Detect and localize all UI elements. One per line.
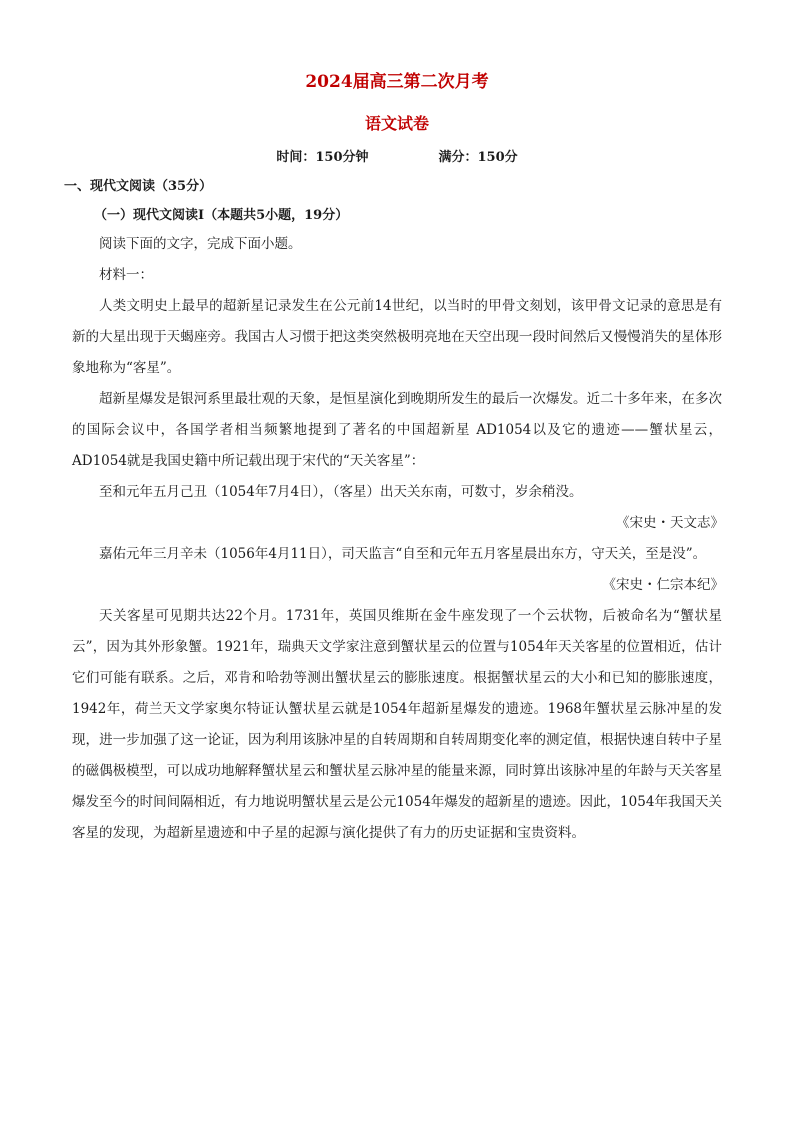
exam-title: 2024届高三第二次月考 (305, 72, 489, 92)
quote-paragraph: 嘉佑元年三月辛未（1056年4月11日），司天监言“自至和元年五月客星晨出东方，守天关，至是没”。 (99, 546, 707, 562)
exam-page (64, 60, 724, 849)
paragraph: 天关客星可见期共达22个月。1731年，英国贝维斯在金牛座发现了一个云状物，后被命名为“蟹状星云”，因为其外形象蟹。1921年，瑞典天文学家注意到蟹状星云的位置与1054年天关客星的位置相近，估计它们可能有联系。之后，邓肯和哈勃等测出蟹状星云的膨胀速度。根据蟹状星云的大小和已知的膨胀速度，1942年，荷兰天文学家奥尔特证认蟹状星云就是1054年超新星爆发的遗迹。1968年蟹状星云脉冲星的发现，进一步加强了这一论证，因为利用该脉冲星的自转周期和自转周期变化率的测定值，根据快速自转中子星的磁偶极模型，可以成功地解释蟹状星云和蟹状星云脉冲星的能量来源，同时算出该脉冲星的年龄与天关客星爆发至今的时间间隔相近，有力地说明蟹状星云是公元1054年爆发的超新星的遗迹。因此，1054年我国天关客星的发现，为超新星遗迹和中子星的起源与演化提供了有力的历史证据和宝贵资料。 (72, 608, 722, 841)
paragraph: 超新星爆发是银河系里最壮观的天象，是恒星演化到晚期所发生的最后一次爆发。近二十多年来，在多次的国际会议中，各国学者相当频繁地提到了著名的中国超新星 AD1054以及它的遗迹——蟹状星云，AD1054就是我国史籍中所记载出现于宋代的“天关客星”： (72, 391, 722, 469)
instruction-text: 阅读下面的文字，完成下面小题。 (99, 236, 302, 252)
paragraph: 人类文明史上最早的超新星记录发生在公元前14世纪，以当时的甲骨文刻划，该甲骨文记录的意思是有新的大星出现于天蝎座旁。我国古人习惯于把这类突然极明亮地在天空出现一段时间然后又慢慢消失的星体形象地称为“客星”。 (72, 298, 722, 376)
exam-score: 满分：150分 (438, 150, 518, 165)
sub-heading: （一）现代文阅读Ⅰ（本题共5小题，19分） (94, 208, 349, 223)
exam-meta (72, 148, 722, 168)
exam-time: 时间：150分钟 (276, 150, 369, 165)
quote-source: 《宋史・天文志》 (616, 515, 724, 531)
quote-source: 《宋史・仁宗本纪》 (602, 577, 724, 593)
section-heading: 一、现代文阅读（35分） (64, 179, 213, 194)
material-label: 材料一： (99, 267, 153, 283)
exam-subtitle: 语文试卷 (364, 114, 429, 133)
quote-paragraph: 至和元年五月己丑（1054年7月4日），（客星）出天关东南，可数寸，岁余稍没。 (99, 484, 583, 500)
